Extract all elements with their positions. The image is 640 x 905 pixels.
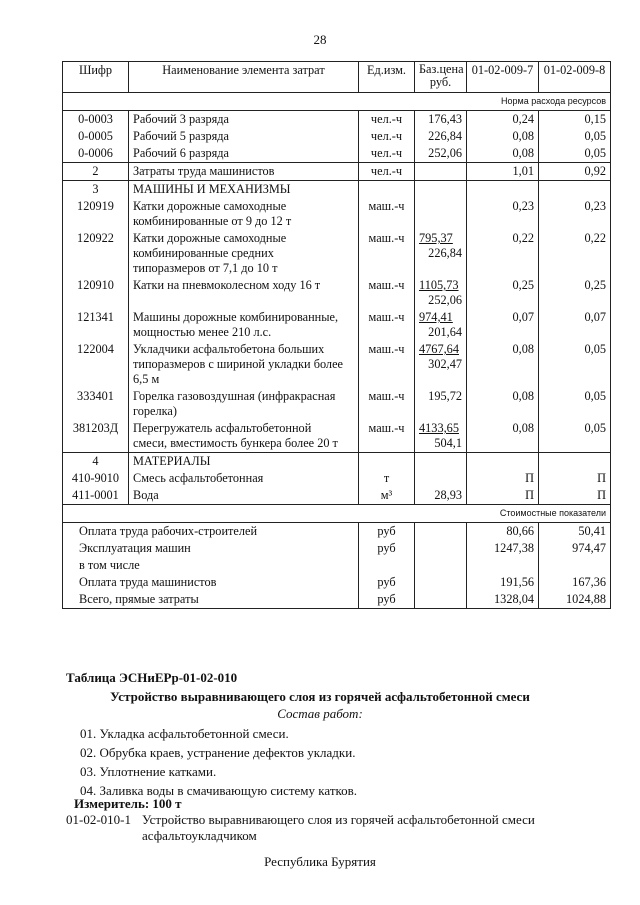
cost-unit: руб xyxy=(359,574,415,591)
row-price: 1105,73 252,06 xyxy=(415,277,467,309)
row-unit: маш.-ч xyxy=(359,198,415,230)
material-row xyxy=(63,470,611,487)
row-v7: П xyxy=(467,487,539,505)
header-code: Шифр xyxy=(63,62,129,93)
row-v7: 0,07 xyxy=(467,309,539,341)
cost-v8: 1024,88 xyxy=(539,591,611,609)
machine-row xyxy=(63,309,611,341)
row-code: 410-9010 xyxy=(63,470,129,487)
row-name: Рабочий 3 разряда xyxy=(129,111,359,129)
row-code: 121341 xyxy=(63,309,129,341)
row-price: 176,43 xyxy=(415,111,467,129)
row-name: Рабочий 6 разряда xyxy=(129,145,359,163)
row-v8: 0,23 xyxy=(539,198,611,230)
row-v8: 0,05 xyxy=(539,420,611,453)
row-v8: 0,22 xyxy=(539,230,611,277)
machine-row xyxy=(63,341,611,388)
cost-price xyxy=(415,574,467,591)
row-price: 4767,64 302,47 xyxy=(415,341,467,388)
composition-title: Состав работ: xyxy=(277,706,363,721)
cost-label-text: в том числе xyxy=(63,557,359,574)
cost-price xyxy=(415,591,467,609)
cost-label-text: Оплата труда машинистов xyxy=(63,574,359,591)
machines-section-row xyxy=(63,181,611,199)
row-v7: 0,08 xyxy=(467,128,539,145)
machine-rows xyxy=(63,198,611,453)
row-v7: 0,08 xyxy=(467,145,539,163)
row-v7: 0,08 xyxy=(467,388,539,420)
machine-row xyxy=(63,230,611,277)
cost-row xyxy=(63,523,611,541)
machine-row xyxy=(63,198,611,230)
row-price: 974,41 201,64 xyxy=(415,309,467,341)
operator-price xyxy=(415,163,467,181)
row-v8: 0,25 xyxy=(539,277,611,309)
works-list xyxy=(80,724,357,800)
cost-price xyxy=(415,540,467,557)
header-col7: 01-02-009-7 xyxy=(467,62,539,93)
cost-unit xyxy=(359,557,415,574)
cost-v7: 1328,04 xyxy=(467,591,539,609)
row-unit: м³ xyxy=(359,487,415,505)
operator-name: Затраты труда машинистов xyxy=(129,163,359,181)
material-rows xyxy=(63,470,611,505)
row-code: 120922 xyxy=(63,230,129,277)
row-v8: 0,05 xyxy=(539,388,611,420)
row-price: 795,37 226,84 xyxy=(415,230,467,277)
work-item: 01. Укладка асфальтобетонной смеси. xyxy=(80,726,289,741)
row-code: 120919 xyxy=(63,198,129,230)
cost-v8 xyxy=(539,557,611,574)
measure-unit: Измеритель: 100 т xyxy=(74,796,182,811)
row-price xyxy=(415,470,467,487)
row-price: 4133,65 504,1 xyxy=(415,420,467,453)
row-v7: 0,08 xyxy=(467,420,539,453)
item-line1: Устройство выравнивающего слоя из горячей асфальтобетонной смеси xyxy=(142,812,535,827)
row-v8: П xyxy=(539,487,611,505)
row-code: 0-0005 xyxy=(63,128,129,145)
row-unit: чел.-ч xyxy=(359,128,415,145)
row-v7: 0,22 xyxy=(467,230,539,277)
row-price: 226,84 xyxy=(415,128,467,145)
page-number: 28 xyxy=(313,32,327,47)
row-unit: чел.-ч xyxy=(359,145,415,163)
row-unit: маш.-ч xyxy=(359,388,415,420)
row-v8: 0,05 xyxy=(539,341,611,388)
item-code: 01-02-010-1 xyxy=(66,812,131,827)
cost-v7: 1247,38 xyxy=(467,540,539,557)
header-name: Наименование элемента затрат xyxy=(129,62,359,93)
row-name: Рабочий 5 разряда xyxy=(129,128,359,145)
cost-label-text: Эксплуатация машин xyxy=(63,540,359,557)
machine-row xyxy=(63,388,611,420)
norm-label-row xyxy=(63,93,611,111)
row-v8: 0,07 xyxy=(539,309,611,341)
row-unit: маш.-ч xyxy=(359,230,415,277)
item-line2: асфальтоукладчиком xyxy=(142,828,257,843)
cost-row xyxy=(63,540,611,557)
header-unit: Ед.изм. xyxy=(359,62,415,93)
row-name: Катки дорожные самоходные комбинированные средних типоразмеров от 7,1 до 10 т xyxy=(129,230,359,277)
table-header-row xyxy=(63,62,611,93)
machine-row xyxy=(63,420,611,453)
operator-unit: чел.-ч xyxy=(359,163,415,181)
operator-v7: 1,01 xyxy=(467,163,539,181)
section-subtitle: Устройство выравнивающего слоя из горячей асфальтобетонной смеси xyxy=(110,689,530,704)
cost-unit: руб xyxy=(359,523,415,541)
machine-row xyxy=(63,277,611,309)
row-name: Катки на пневмоколесном ходу 16 т xyxy=(129,277,359,309)
labor-row xyxy=(63,111,611,129)
row-code: 411-0001 xyxy=(63,487,129,505)
row-code: 333401 xyxy=(63,388,129,420)
labor-row xyxy=(63,145,611,163)
cost-label: Стоимостные показатели xyxy=(63,505,611,523)
row-unit: маш.-ч xyxy=(359,341,415,388)
material-row xyxy=(63,487,611,505)
cost-row xyxy=(63,557,611,574)
cost-row xyxy=(63,591,611,609)
cost-v8: 974,47 xyxy=(539,540,611,557)
row-code: 381203Д xyxy=(63,420,129,453)
cost-unit: руб xyxy=(359,540,415,557)
row-name: Перегружатель асфальтобетонной смеси, вместимость бункера более 20 т xyxy=(129,420,359,453)
cost-v8: 167,36 xyxy=(539,574,611,591)
row-price: 195,72 xyxy=(415,388,467,420)
row-price: 28,93 xyxy=(415,487,467,505)
work-item: 04. Заливка воды в смачивающую систему катков. xyxy=(80,783,358,798)
row-v8: П xyxy=(539,470,611,487)
row-v7: 0,25 xyxy=(467,277,539,309)
norm-label: Норма расхода ресурсов xyxy=(63,93,611,111)
table-title: Таблица ЭСНиЕРр-01-02-010 xyxy=(66,670,238,685)
header-price-line1: Баз.цена xyxy=(419,62,464,76)
row-v8: 0,05 xyxy=(539,128,611,145)
work-item: 02. Обрубка краев, устранение дефектов укладки. xyxy=(80,745,356,760)
operator-code: 2 xyxy=(63,163,129,181)
labor-row xyxy=(63,128,611,145)
row-price xyxy=(415,198,467,230)
item-description xyxy=(142,812,535,844)
row-unit: т xyxy=(359,470,415,487)
row-unit: маш.-ч xyxy=(359,420,415,453)
row-v7: 0,23 xyxy=(467,198,539,230)
footer-region: Республика Бурятия xyxy=(264,854,376,869)
cost-label-text: Всего, прямые затраты xyxy=(63,591,359,609)
cost-v7 xyxy=(467,557,539,574)
machines-section-title: МАШИНЫ И МЕХАНИЗМЫ xyxy=(129,181,359,199)
row-code: 122004 xyxy=(63,341,129,388)
cost-price xyxy=(415,523,467,541)
cost-rows xyxy=(63,523,611,609)
row-name: Горелка газовоздушная (инфракрасная горелка) xyxy=(129,388,359,420)
cost-label-row xyxy=(63,505,611,523)
operator-row xyxy=(63,163,611,181)
row-code: 120910 xyxy=(63,277,129,309)
cost-unit: руб xyxy=(359,591,415,609)
header-price xyxy=(415,62,467,93)
row-name: Смесь асфальтобетонная xyxy=(129,470,359,487)
row-v8: 0,05 xyxy=(539,145,611,163)
row-code: 0-0003 xyxy=(63,111,129,129)
materials-section-row xyxy=(63,453,611,471)
cost-v7: 191,56 xyxy=(467,574,539,591)
row-price: 252,06 xyxy=(415,145,467,163)
cost-price xyxy=(415,557,467,574)
operator-v8: 0,92 xyxy=(539,163,611,181)
row-name: Укладчики асфальтобетона больших типоразмеров с шириной укладки более 6,5 м xyxy=(129,341,359,388)
materials-section-title: МАТЕРИАЛЫ xyxy=(129,453,359,471)
row-name: Катки дорожные самоходные комбинированные от 9 до 12 т xyxy=(129,198,359,230)
work-item: 03. Уплотнение катками. xyxy=(80,764,217,779)
row-v7: 0,08 xyxy=(467,341,539,388)
row-v7: 0,24 xyxy=(467,111,539,129)
cost-v7: 80,66 xyxy=(467,523,539,541)
machines-section-code: 3 xyxy=(63,181,129,199)
resource-table xyxy=(62,61,611,609)
row-unit: чел.-ч xyxy=(359,111,415,129)
cost-label-text: Оплата труда рабочих-строителей xyxy=(63,523,359,541)
cost-v8: 50,41 xyxy=(539,523,611,541)
row-v8: 0,15 xyxy=(539,111,611,129)
cost-row xyxy=(63,574,611,591)
labor-rows xyxy=(63,111,611,163)
row-v7: П xyxy=(467,470,539,487)
materials-section-code: 4 xyxy=(63,453,129,471)
row-unit: маш.-ч xyxy=(359,277,415,309)
header-price-line2: руб. xyxy=(429,75,452,89)
row-name: Вода xyxy=(129,487,359,505)
header-col8: 01-02-009-8 xyxy=(539,62,611,93)
row-name: Машины дорожные комбинированные, мощностью менее 210 л.с. xyxy=(129,309,359,341)
row-unit: маш.-ч xyxy=(359,309,415,341)
row-code: 0-0006 xyxy=(63,145,129,163)
